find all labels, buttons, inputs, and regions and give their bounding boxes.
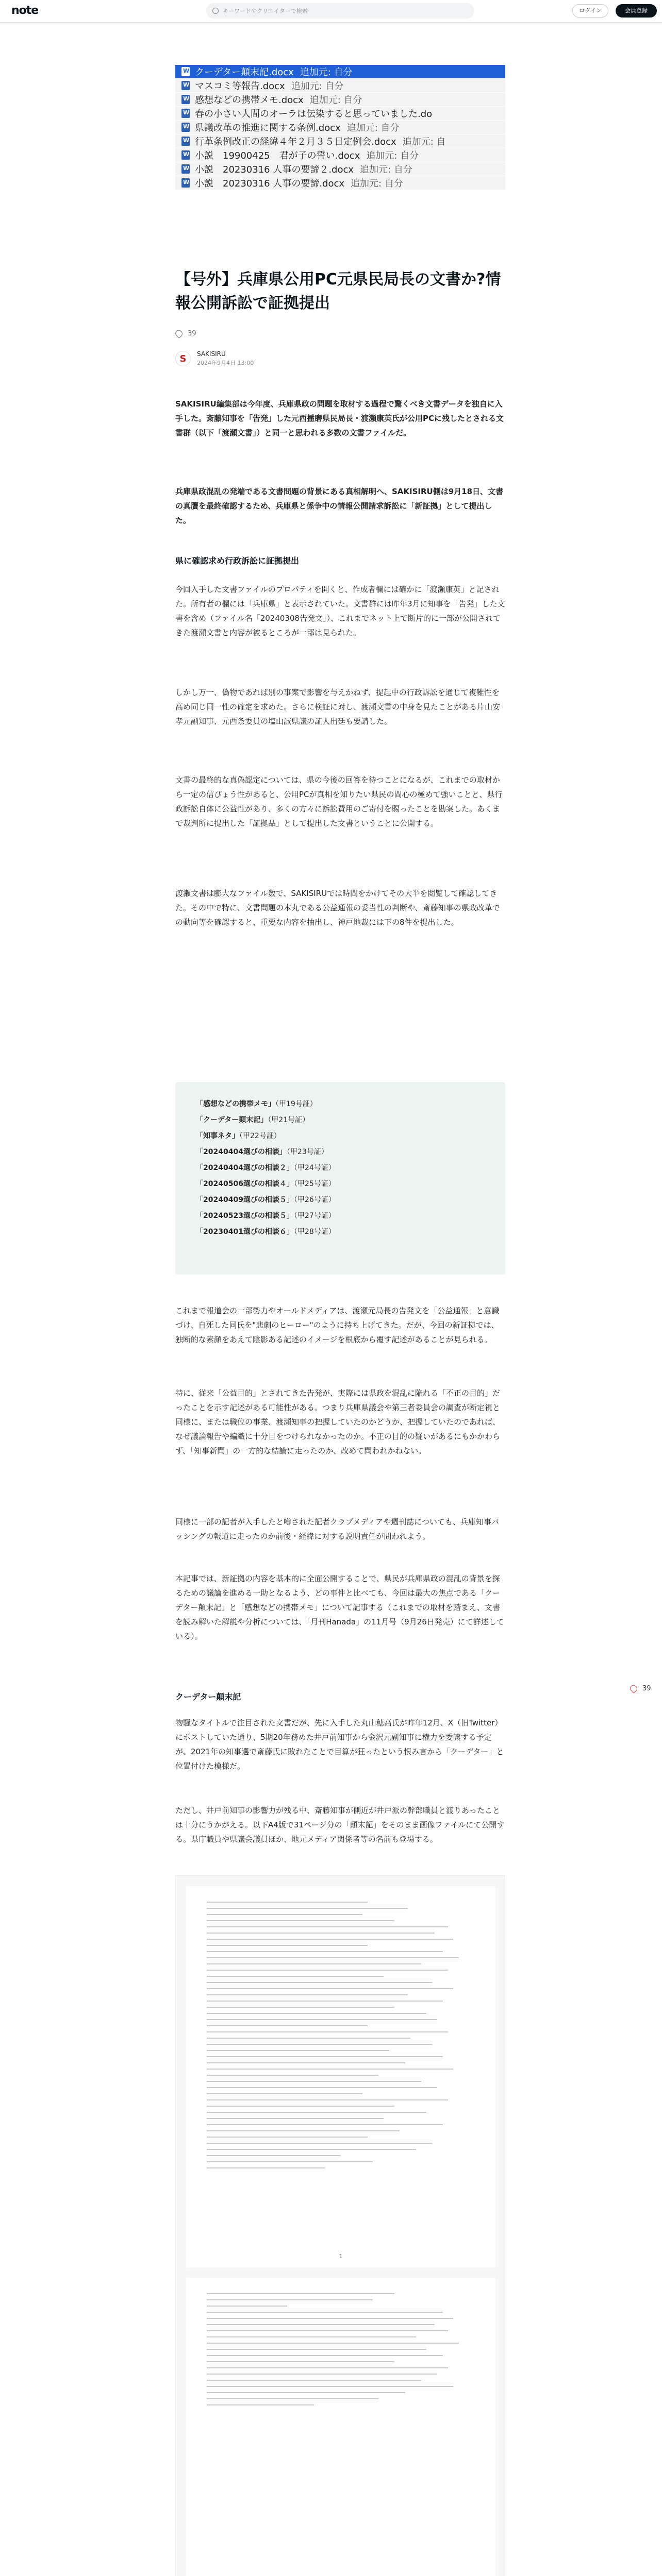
word-doc-icon bbox=[181, 178, 190, 188]
doc-meta: 追加元: 自 bbox=[402, 137, 446, 147]
scan-page bbox=[186, 2278, 495, 2576]
paragraph: ただし、井戸前知事の影響力が残る中、斎藤知事が側近が井戸派の幹部職員と渡りあったことは十分にうかがえる。以下A4版で31ページ分の「顛末記」をそのまま画像ファイルにて公開する。県庁職員や県議会議員ほか、地元メディア関係者等の名前も登場する。 bbox=[175, 1806, 505, 1844]
search-input[interactable] bbox=[206, 3, 474, 19]
list-item: 「感想などの携帯メモ」（甲19号証） bbox=[196, 1100, 317, 1108]
word-doc-icon bbox=[181, 123, 190, 132]
login-button[interactable]: ログイン bbox=[572, 4, 608, 18]
paragraph: これまで報道会の一部勢力やオールドメディアは、渡瀬元局長の告発文を「公益通報」と意識づけ、自死した同氏を"悲劇のヒーロー"のように持ち上げてきた。だが、今回の新証拠では、独断的な素顔をあえて陰影ある記述のイメージを根底から覆す記述があることが見られる。 bbox=[175, 1306, 500, 1344]
doc-name: 小説 20230316 人事の要諦２.docx bbox=[195, 164, 354, 175]
article-title: 【号外】兵庫県公用PC元県民局長の文書か?情報公開訴訟で証拠提出 bbox=[175, 270, 501, 312]
list-item: 「20240523選びの相談５」（甲27号証） bbox=[196, 1212, 336, 1220]
doc-name: 行革条例改正の経緯４年２月３５日定例会.docx bbox=[195, 137, 396, 147]
list-item: 「20240409選びの相談５」（甲26号証） bbox=[196, 1196, 336, 1204]
paragraph: 兵庫県政混乱の発端である文書問題の背景にある真相解明へ、SAKISIRU側は9月18日、文書の真贋を最終確認するため、兵庫県と係争中の情報公開請求訴訟に「新証拠」として提出した。 bbox=[175, 487, 504, 525]
author-name[interactable]: SAKISIRU bbox=[197, 350, 226, 358]
document-scan-images bbox=[175, 1875, 505, 2576]
doc-name: 県議改革の推進に関する条例.docx bbox=[195, 123, 341, 133]
paragraph: 文書の最終的な真偽認定については、県の今後の回答を待つことになるが、これまでの取材から一定の信ぴょう性があると、公用PCが真相を知りたい県民の間心の極めて強いことと、県行政訴訟自体に公益性があり、多くの方々に訴訟費用のご寄付を賜ったことを勘案した。あくまで裁判所に提出した「証拠品」として提出した文書ということに公開する。 bbox=[175, 775, 503, 828]
heart-icon[interactable] bbox=[628, 1684, 638, 1693]
doc-meta: 追加元: 自分 bbox=[300, 67, 353, 78]
section-heading: クーデター顛末記 bbox=[175, 1692, 241, 1702]
note-logo[interactable]: note bbox=[11, 4, 39, 17]
doc-row bbox=[175, 107, 505, 121]
doc-meta: 追加元: 自分 bbox=[351, 178, 403, 189]
doc-name: マスコミ等報告.docx bbox=[195, 81, 285, 92]
evidence-list-box bbox=[175, 1082, 505, 1275]
doc-name: 小説 19900425 君が子の誓い.docx bbox=[195, 150, 360, 161]
document-file-list-image bbox=[175, 65, 505, 190]
doc-row bbox=[175, 162, 505, 176]
paragraph: 渡瀬文書は膨大なファイル数で、SAKISIRUでは時間をかけてその大半を閲覧して確認してきた。その中で特に、文書問題の本丸である公益通報の妥当性の判断や、斎藤知事の県政改革での動向等を確認すると、重要な内容を抽出し、神戸地裁には下の8件を提出した。 bbox=[175, 889, 500, 927]
float-like-count: 39 bbox=[642, 1685, 651, 1692]
list-item: 「知事ネタ」（甲22号証） bbox=[196, 1132, 281, 1140]
list-item: 「20230401選びの相談６」（甲28号証） bbox=[196, 1228, 336, 1236]
paragraph: 物騒なタイトルで注目された文書だが、先に入手した丸山穂高氏が昨年12月、X（旧Twitter）にポストしていた通り、5期20年務めた井戸前知事から金沢元副知事に権力を委譲する予定が、2021年の知事選で斎藤氏に敗れたことで目算が狂ったという恨み言から「クーデター」と位置付けた模様だ。 bbox=[175, 1718, 504, 1771]
word-doc-icon bbox=[181, 150, 190, 160]
top-navbar bbox=[0, 0, 662, 23]
like-count: 39 bbox=[188, 330, 196, 337]
doc-meta: 追加元: 自分 bbox=[366, 150, 419, 161]
word-doc-icon bbox=[181, 81, 190, 90]
paragraph: しかし万一、偽物であれば別の事案で影響を与えかねず、提起中の行政訴訟を通じて複雑性を高め同じ同一性の確定を求めた。さらに検証に対し、渡瀬文書の中身を見たことがある片山安孝元副知事、元西条委員の塩山誠県議の証人出廷も要請した。 bbox=[175, 688, 501, 726]
paragraph: 同様に一部の記者が入手したと噂された記者クラブメディアや週刊誌についても、兵庫知事バッシングの報道に走ったのか前後・経緯に対する説明責任が問われよう。 bbox=[175, 1517, 499, 1541]
doc-name: 感想などの携帯メモ.docx bbox=[195, 95, 304, 106]
paragraph: 本記事では、新証拠の内容を基本的に全面公開することで、県民が兵庫県政の混乱の背景を探るための議論を進める一助となるよう、どの事件と比べても、今回は最大の焦点である「クーデター顛末記」と「感想などの携帯メモ」について記事する（これまでの取材を踏まえ、文書を読み解いた解説や分析については、「月刊Hanada」の11月号（9月26日発売）にて詳述している）。 bbox=[175, 1574, 504, 1641]
paragraph: 特に、従来「公益目的」とされてきた告発が、実際には県政を混乱に陥れる「不正の目的」だったことを示す記述がある可能性がある。つまり兵庫県議会や第三者委員会の調査が断定視と同様に、または職位の事業、渡瀬知事の把握していたのかどうか、把握していたのであれば、なぜ議論報告や編織に十分目をつけられなかったのか。不正の目的の疑いがあるにもかかわらず、「知事新聞」の一方的な結論に走ったのか、改めて問われかねない。 bbox=[175, 1388, 501, 1455]
signup-button[interactable]: 会員登録 bbox=[616, 4, 657, 18]
float-like-button[interactable] bbox=[630, 1685, 651, 1692]
like-counter[interactable] bbox=[175, 330, 196, 337]
avatar[interactable]: S bbox=[175, 351, 191, 366]
doc-row bbox=[175, 65, 505, 79]
word-doc-icon bbox=[181, 67, 190, 76]
word-doc-icon bbox=[181, 95, 190, 104]
doc-name: クーデター顛末記.docx bbox=[195, 67, 294, 78]
scan-page bbox=[186, 1886, 495, 2267]
heart-icon[interactable] bbox=[174, 329, 184, 338]
doc-row bbox=[175, 93, 505, 107]
paragraph: SAKISIRU編集部は今年度、兵庫県政の問題を取材する過程で驚くべき文書データを独自に入手した。斎藤知事を「告発」した元西播磨県民局長・渡瀬康英氏が公用PCに残したとされる文書群（以下「渡瀬文書」）と同一と思われる多数の文書ファイルだ。 bbox=[175, 399, 504, 437]
doc-row bbox=[175, 134, 505, 148]
search-placeholder: キーワードやクリエイターで検索 bbox=[223, 8, 308, 14]
doc-meta: 追加元: 自分 bbox=[360, 164, 412, 175]
doc-meta: 追加元: 自分 bbox=[291, 81, 344, 92]
list-item: 「20240404選びの相談２」（甲24号証） bbox=[196, 1164, 336, 1172]
doc-meta: 追加元: 自分 bbox=[309, 95, 362, 106]
doc-name: 小説 20230316 人事の要諦.docx bbox=[195, 178, 345, 189]
doc-name: 春の小さい人間のオーラは伝染すると思っていました.do bbox=[195, 109, 433, 120]
page-number: 1 bbox=[339, 2253, 343, 2260]
section-heading: 県に確認求め行政訴訟に証拠提出 bbox=[175, 556, 300, 566]
word-doc-icon bbox=[181, 109, 190, 118]
word-doc-icon bbox=[181, 164, 190, 174]
list-item: 「20240506選びの相談４」（甲25号証） bbox=[196, 1180, 336, 1188]
doc-row bbox=[175, 79, 505, 93]
list-item: 「20240404選びの相談」（甲23号証） bbox=[196, 1148, 328, 1156]
post-date: 2024年9月4日 13:00 bbox=[197, 360, 254, 366]
doc-meta: 追加元: 自分 bbox=[346, 123, 400, 133]
word-doc-icon bbox=[181, 137, 190, 146]
paragraph: 今回入手した文書ファイルのプロパティを開くと、作成者欄には確かに「渡瀬康英」と記された。所有者の欄には「兵庫県」と表示されていた。文書群には昨年3月に知事を「告発」した文書を含め（ファイル名「20240308告発文」）、これまでネット上で断片的に一部が公開されてきた渡瀬文書と内容が被るところが一部は見られた。 bbox=[175, 585, 505, 637]
author-block[interactable] bbox=[175, 350, 254, 367]
doc-row bbox=[175, 148, 505, 162]
doc-row bbox=[175, 121, 505, 134]
search-icon bbox=[212, 8, 219, 14]
doc-row bbox=[175, 176, 505, 190]
list-item: 「クーデター顛末記」（甲21号証） bbox=[196, 1116, 310, 1124]
